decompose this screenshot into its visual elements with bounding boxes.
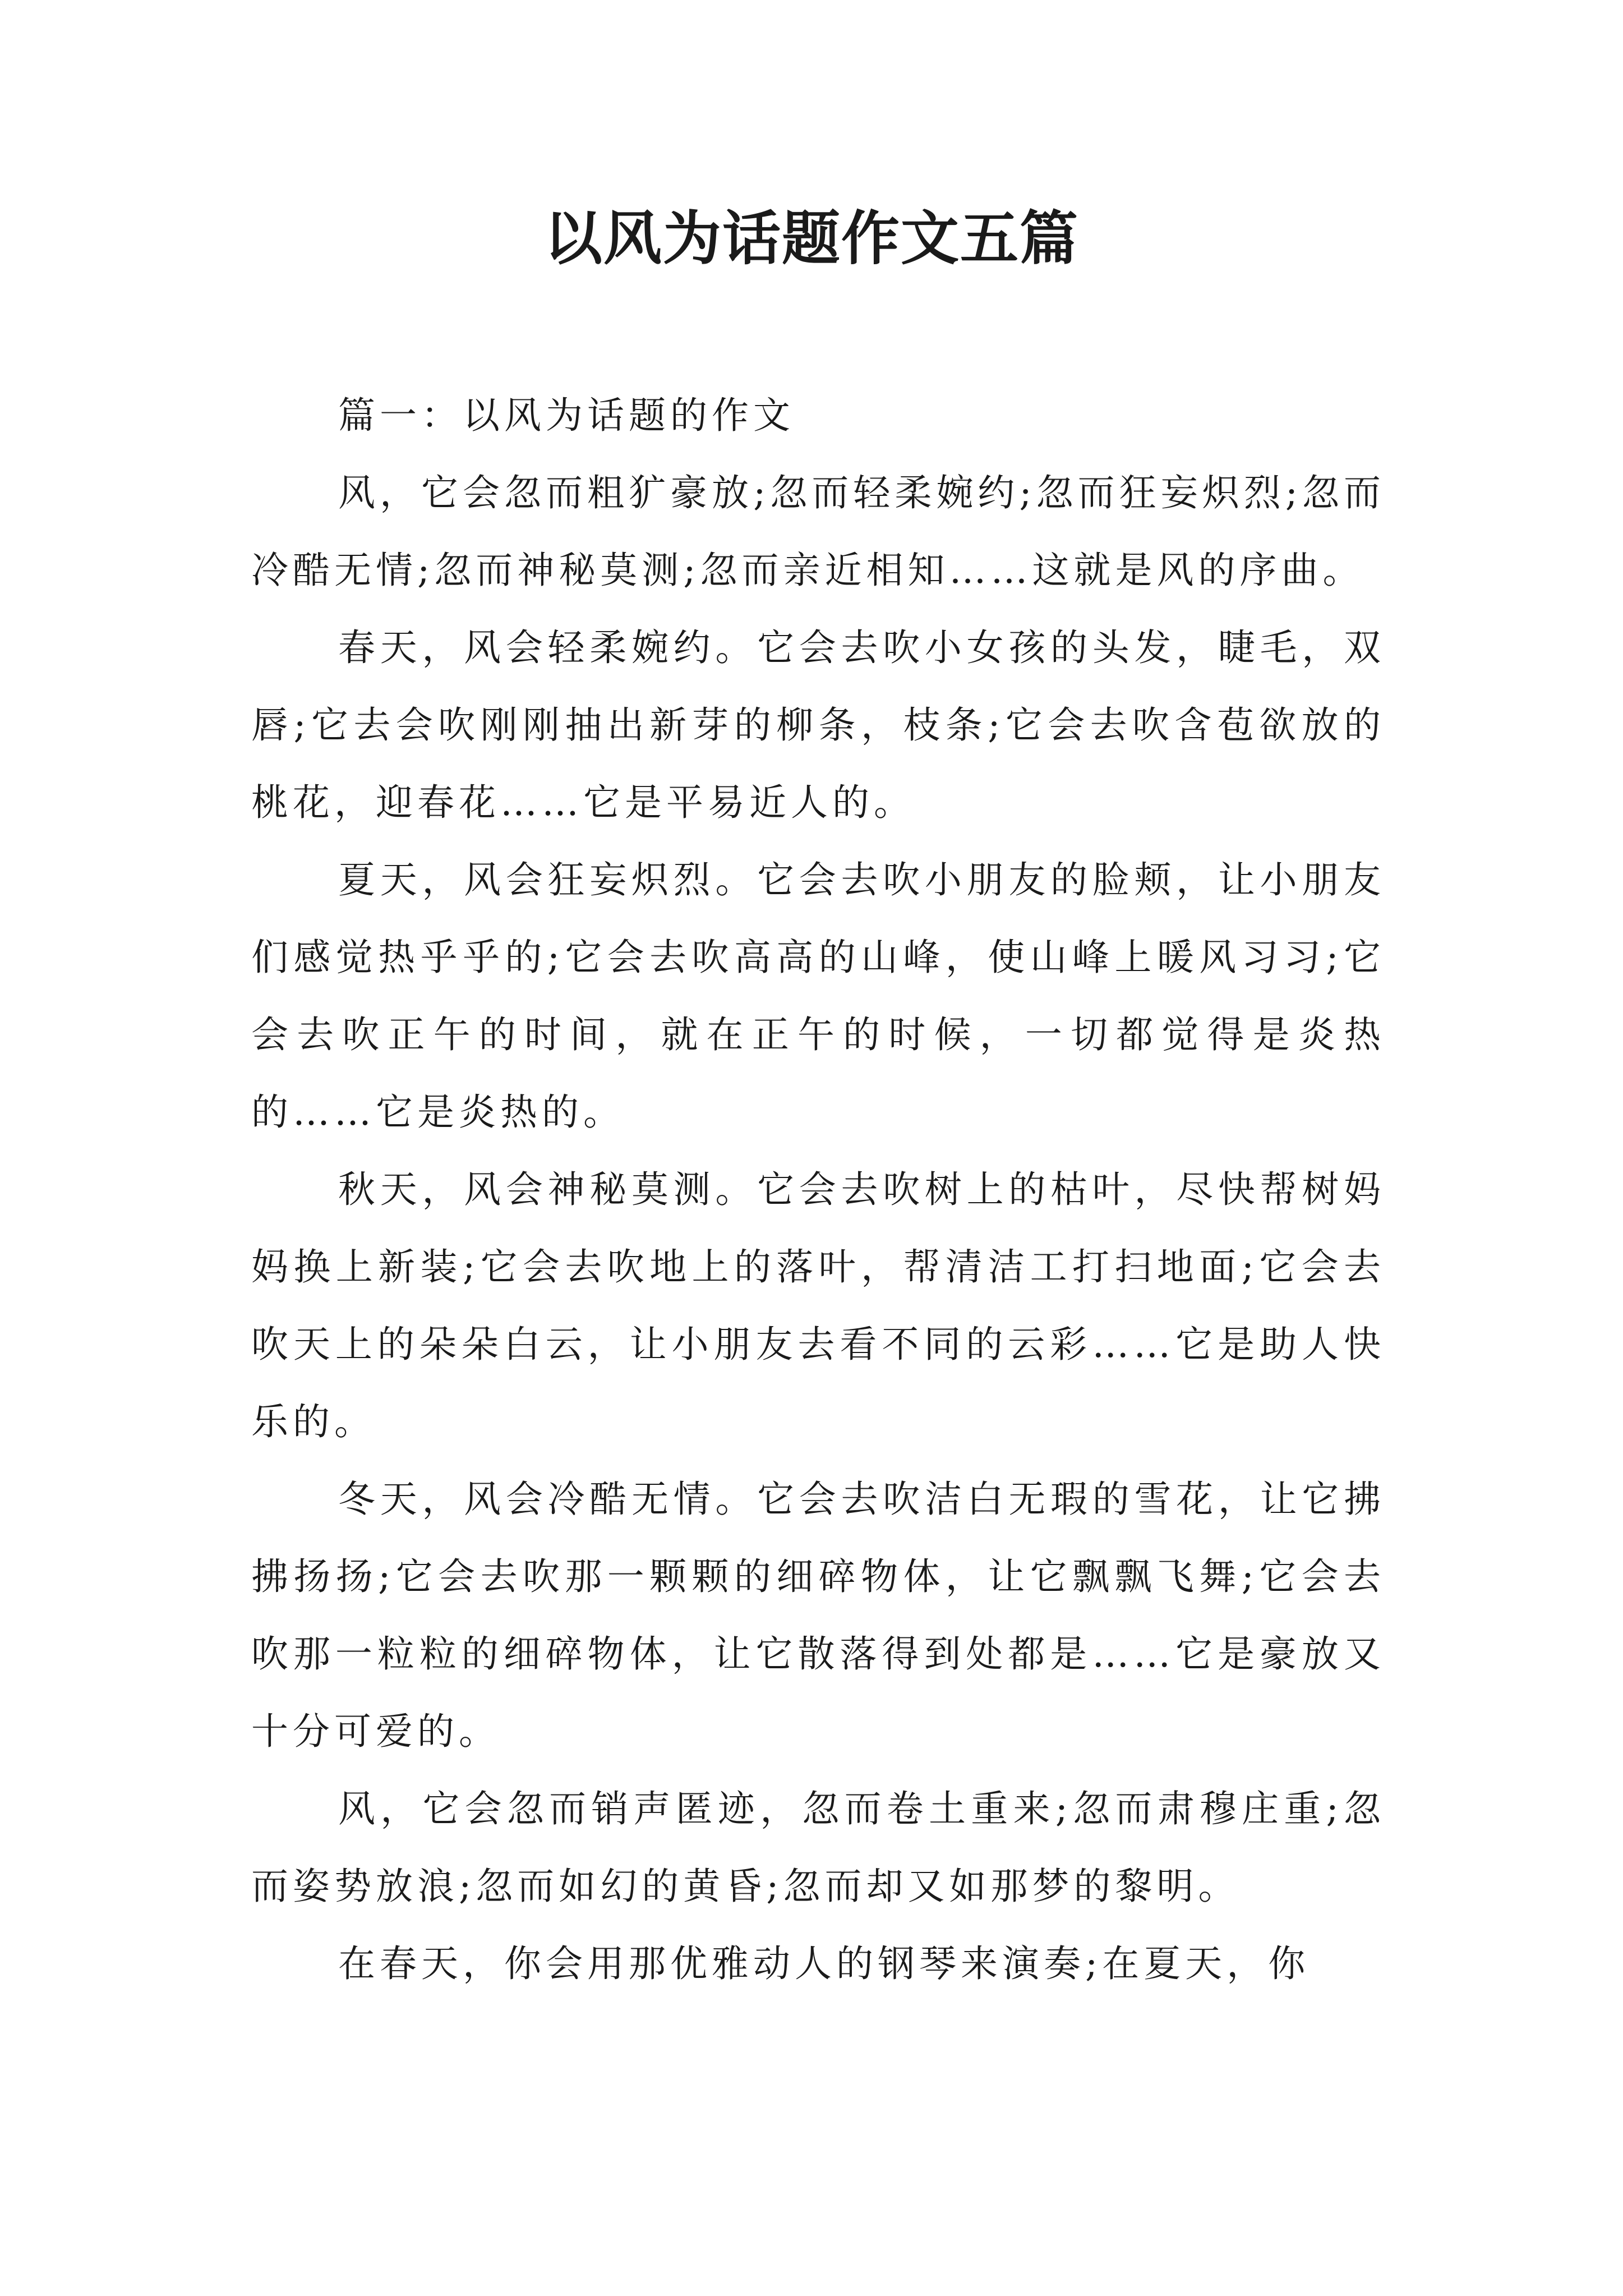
paragraph: 秋天，风会神秘莫测。它会去吹树上的枯叶，尽快帮树妈妈换上新装;它会去吹地上的落叶，帮清洁工打扫地面;它会去吹天上的朵朵白云，让小朋友去看不同的云彩……它是助人快乐的。 xyxy=(251,1168,1385,1443)
paragraph: 风，它会忽而销声匿迹，忽而卷土重来;忽而肃穆庄重;忽而姿势放浪;忽而如幻的黄昏;忽而却又如那梦的黎明。 xyxy=(251,1787,1385,1908)
document-title: 以风为话题作文五篇 xyxy=(543,204,1079,273)
paragraph: 春天，风会轻柔婉约。它会去吹小女孩的头发，睫毛，双唇;它去会吹刚刚抽出新芽的柳条，枝条;它会去吹含苞欲放的桃花，迎春花……它是平易近人的。 xyxy=(251,626,1385,824)
section-heading: 篇一：以风为话题的作文 xyxy=(338,394,795,437)
document-body xyxy=(251,377,1385,2003)
paragraph: 夏天，风会狂妄炽烈。它会去吹小朋友的脸颊，让小朋友们感觉热乎乎的;它会去吹高高的山峰，使山峰上暖风习习;它会去吹正午的时间，就在正午的时候，一切都觉得是炎热的……它是炎热的。 xyxy=(251,858,1385,1134)
paragraph: 在春天，你会用那优雅动人的钢琴来演奏;在夏天，你 xyxy=(338,1942,1310,1985)
paragraph: 冬天，风会冷酷无情。它会去吹洁白无瑕的雪花，让它拂拂扬扬;它会去吹那一颗颗的细碎物体，让它飘飘飞舞;它会去吹那一粒粒的细碎物体，让它散落得到处都是……它是豪放又十分可爱的。 xyxy=(251,1478,1385,1753)
paragraph: 风，它会忽而粗犷豪放;忽而轻柔婉约;忽而狂妄炽烈;忽而冷酷无情;忽而神秘莫测;忽而亲近相知……这就是风的序曲。 xyxy=(251,471,1385,592)
